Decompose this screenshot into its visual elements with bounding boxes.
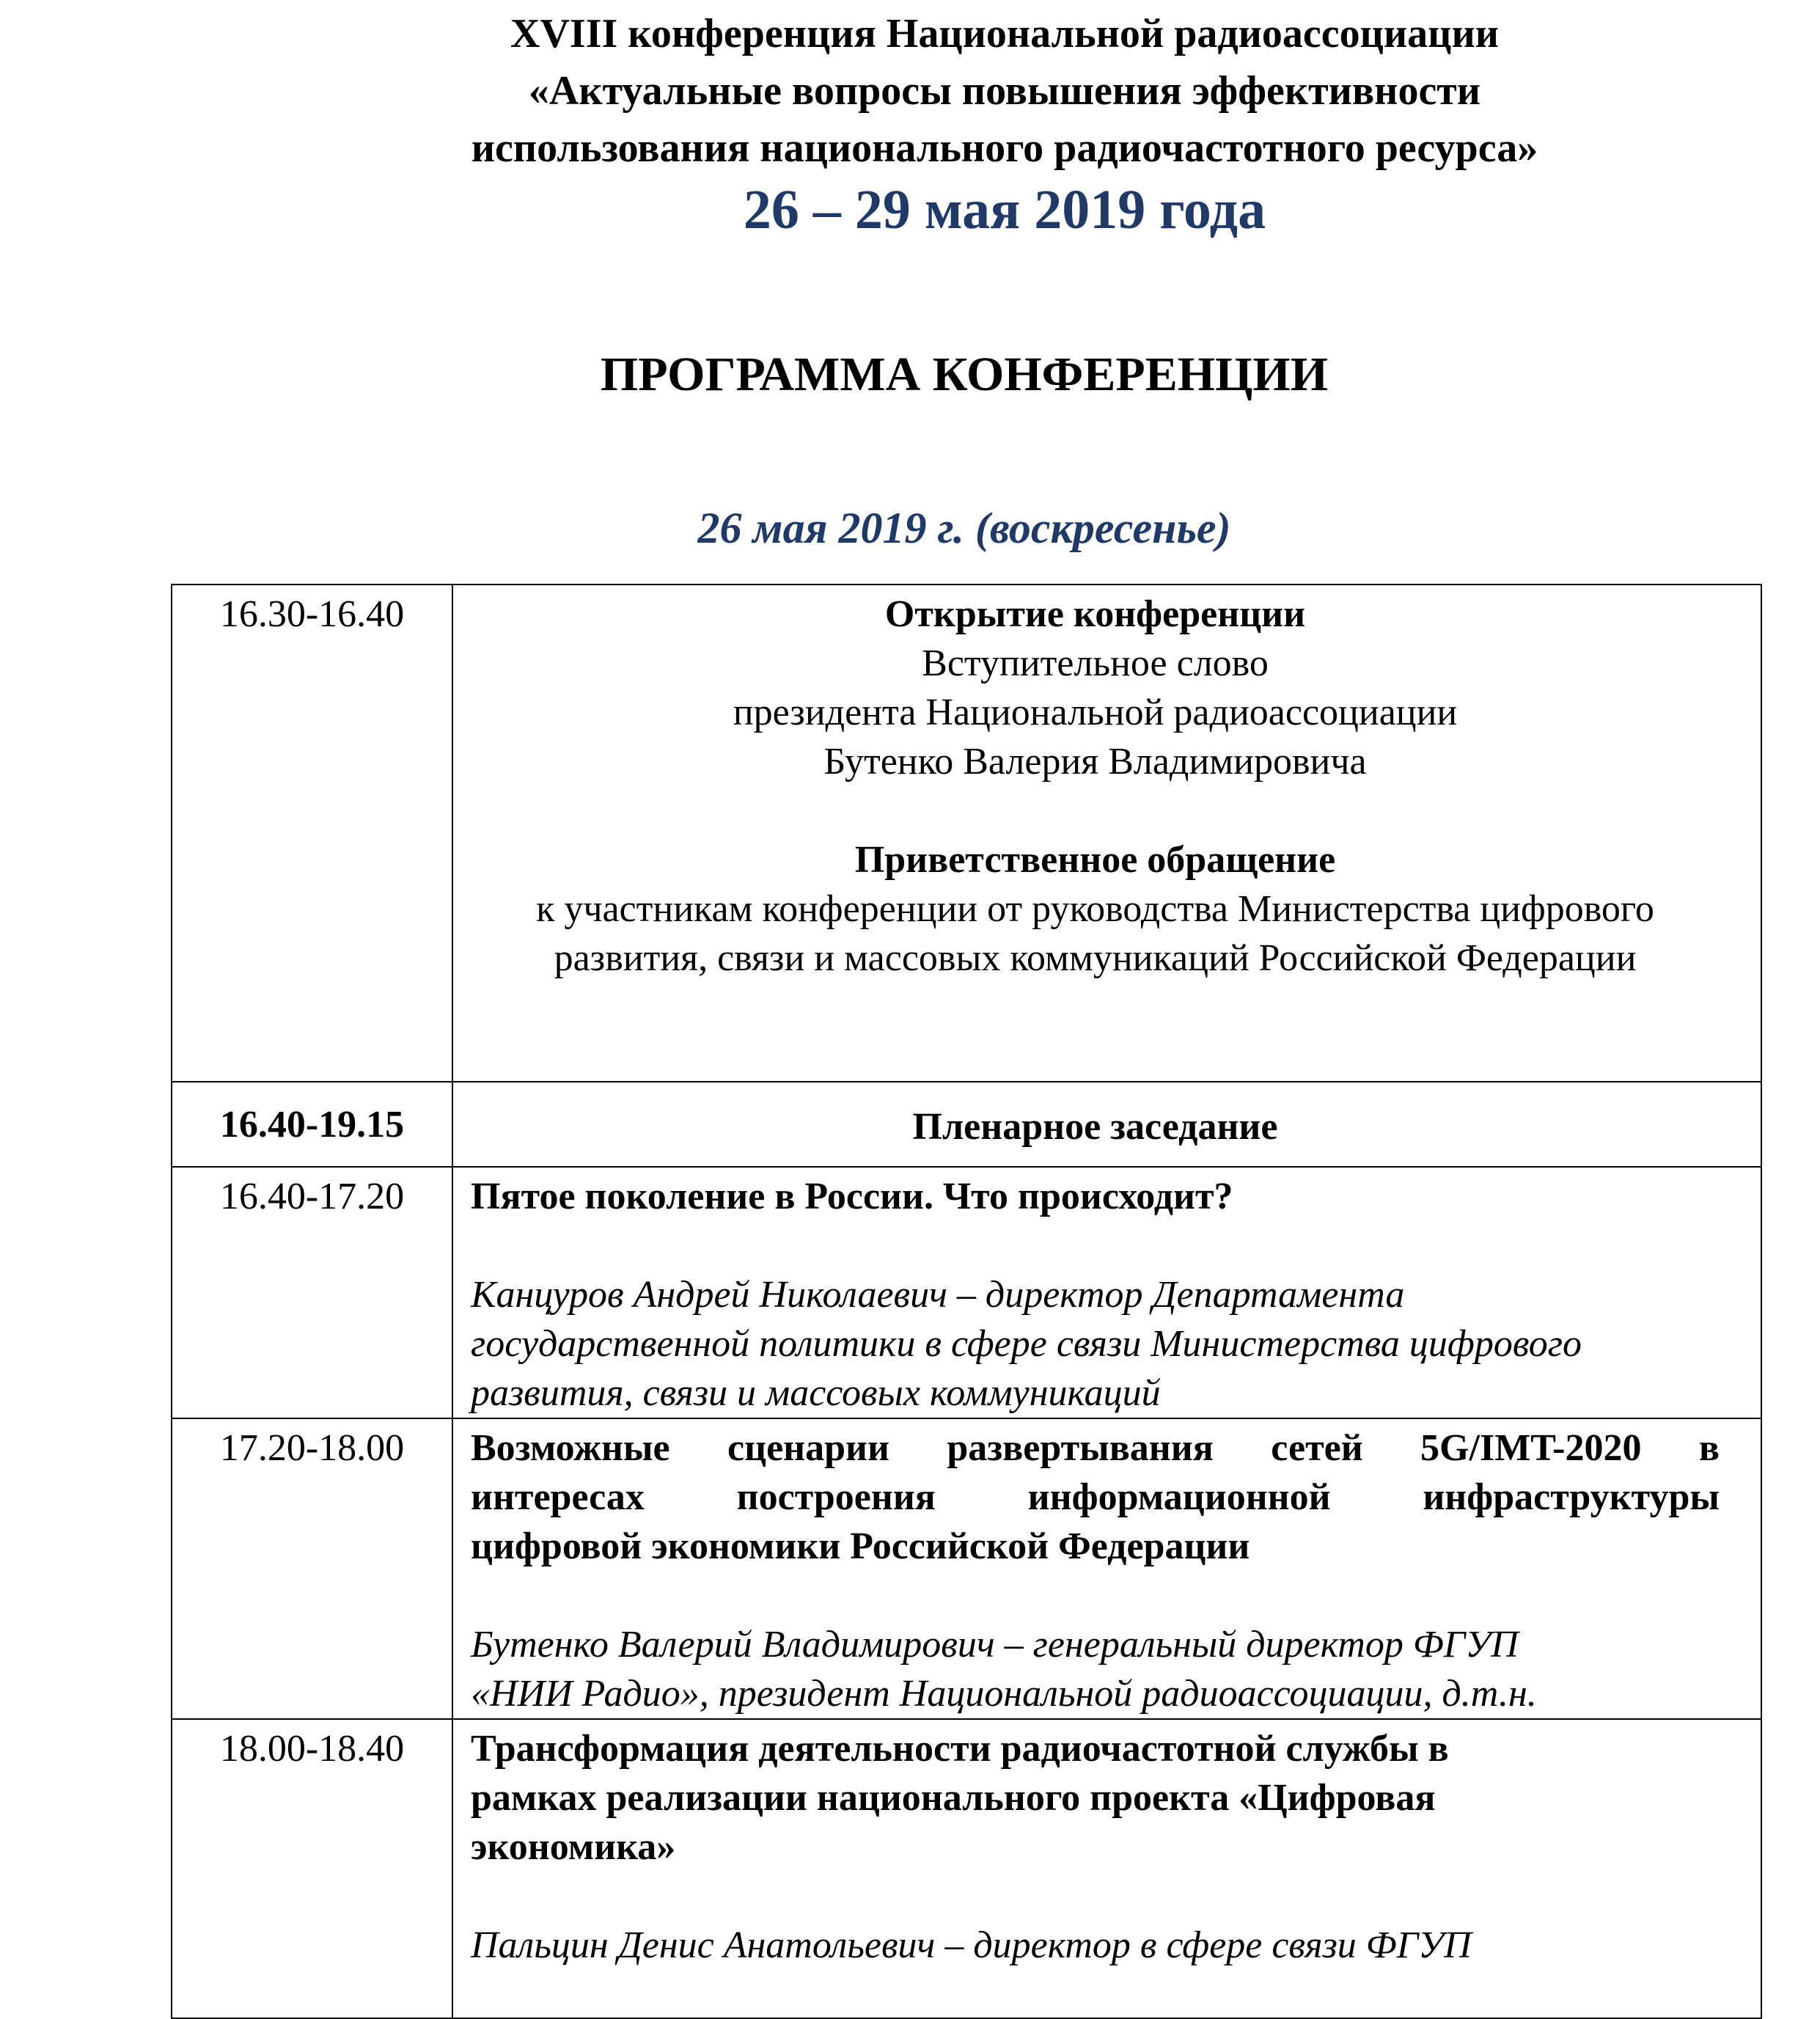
conference-dates: 26 – 29 мая 2019 года xyxy=(743,179,1266,241)
speaker-line: государственной политики в сфере связи Министерства цифрового xyxy=(471,1323,1582,1365)
table-row xyxy=(172,1719,1761,2018)
time-cell: 16.40-17.20 xyxy=(172,1167,452,1418)
session-cell xyxy=(452,1719,1761,2018)
session-cell xyxy=(452,1418,1761,1719)
talk-title-line: экономика» xyxy=(471,1826,676,1868)
session-cell xyxy=(452,1167,1761,1418)
conference-title-line-3: использования национального радиочастотного ресурса» xyxy=(471,125,1538,171)
session-line: президента Национальной радиоассоциации xyxy=(733,692,1458,733)
speaker-line: «НИИ Радио», президент Национальной радиоассоциации, д.т.н. xyxy=(471,1673,1537,1715)
schedule-table xyxy=(171,584,1762,2019)
time-cell: 18.00-18.40 xyxy=(172,1719,452,2018)
conference-title-line-1: XVIII конференция Национальной радиоассоциации xyxy=(510,11,1499,56)
talk-title: Пятое поколение в России. Что происходит? xyxy=(471,1176,1233,1217)
program-title: ПРОГРАММА КОНФЕРЕНЦИИ xyxy=(600,348,1329,401)
talk-title-line: Возможные сценарии развертывания сетей 5G/IMT-2020 в xyxy=(471,1427,1720,1469)
session-line: развития, связи и массовых коммуникаций Российской Федерации xyxy=(554,937,1637,979)
session-line: Бутенко Валерия Владимировича xyxy=(823,741,1367,783)
session-line: Вступительное слово xyxy=(922,642,1269,684)
session-title: Открытие конференции xyxy=(884,593,1306,635)
table-row xyxy=(172,1167,1761,1418)
table-row xyxy=(172,1082,1761,1167)
talk-title-line: цифровой экономики Российской Федерации xyxy=(471,1525,1250,1567)
session-title: Пленарное заседание xyxy=(912,1105,1278,1148)
conference-title-line-2: «Актуальные вопросы повышения эффективности xyxy=(528,68,1481,114)
session-cell xyxy=(452,1082,1761,1167)
time-cell: 17.20-18.00 xyxy=(172,1418,452,1719)
table-row xyxy=(172,1418,1761,1719)
talk-title-line: Трансформация деятельности радиочастотной службы в xyxy=(471,1728,1449,1770)
speaker-line: Бутенко Валерий Владимирович – генеральный директор ФГУП xyxy=(471,1624,1519,1666)
session-line: к участникам конференции от руководства Министерства цифрового xyxy=(536,888,1654,930)
table-row xyxy=(172,585,1761,1082)
talk-title-line: рамках реализации национального проекта «Цифровая xyxy=(471,1777,1436,1819)
speaker-line: развития, связи и массовых коммуникаций xyxy=(471,1372,1161,1414)
speaker-line: Пальцин Денис Анатольевич – директор в сфере связи ФГУП xyxy=(471,1924,1472,1966)
talk-title-line: интересах построения информационной инфраструктуры xyxy=(471,1476,1720,1518)
session-title: Приветственное обращение xyxy=(854,839,1336,881)
session-cell xyxy=(452,585,1761,1082)
time-cell: 16.30-16.40 xyxy=(172,585,452,1082)
day-title: 26 мая 2019 г. (воскресенье) xyxy=(697,504,1231,552)
time-cell: 16.40-19.15 xyxy=(172,1082,452,1167)
speaker-line: Канцуров Андрей Николаевич – директор Департамента xyxy=(471,1274,1405,1316)
